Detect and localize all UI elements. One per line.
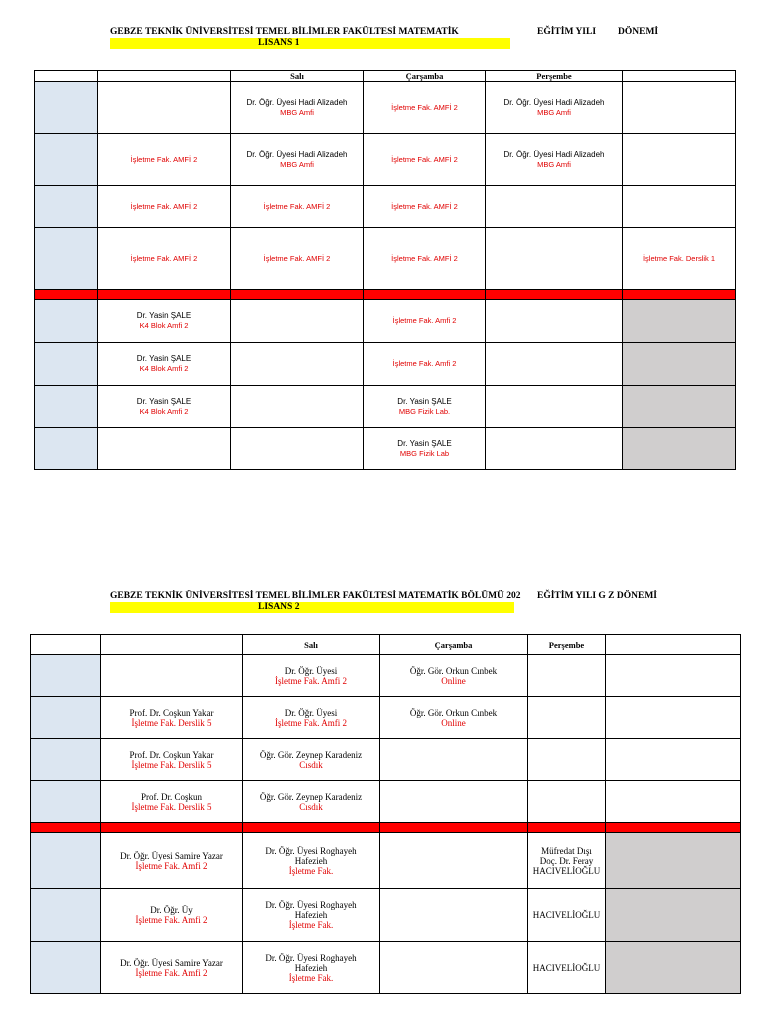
- section2-year-term-label: EĞİTİM YILI G Z DÖNEMİ: [537, 591, 657, 601]
- classroom-label: Cısdık: [299, 801, 323, 812]
- schedule-cell: [606, 942, 741, 994]
- schedule-cell: [380, 655, 528, 697]
- time-slot-cell: [35, 386, 98, 428]
- schedule-cell: [606, 833, 741, 889]
- day-header-sali: Salı: [243, 635, 380, 655]
- schedule-cell: [101, 942, 243, 994]
- schedule-cell: [98, 186, 231, 228]
- classroom-label: İşletme Fak. AMFİ 2: [130, 253, 198, 263]
- schedule-cell: [528, 781, 606, 823]
- table-row: [35, 386, 736, 428]
- instructor-label: Dr. Öğr. Üy: [150, 905, 193, 915]
- instructor-label: Dr. Öğr. Üyesi Roghayeh: [265, 952, 357, 963]
- schedule-cell: [101, 889, 243, 942]
- classroom-label: MBG Amfi: [280, 107, 314, 117]
- schedule-cell: [101, 655, 243, 697]
- schedule-cell: [528, 942, 606, 994]
- classroom-label: MBG Fizik Lab.: [398, 406, 451, 416]
- time-slot-cell: [31, 942, 101, 994]
- day-header: [623, 71, 736, 82]
- schedule-cell: [98, 82, 231, 134]
- table-row: [35, 343, 736, 386]
- table-row: [35, 300, 736, 343]
- instructor-label: Hafezieh: [294, 962, 328, 973]
- instructor-label: Öğr. Gör. Zeynep Karadeniz: [259, 749, 363, 760]
- schedule-cell: [231, 228, 364, 290]
- schedule-cell: [486, 134, 623, 186]
- instructor-label: Dr. Öğr. Üyesi Hadi Alizadeh: [503, 97, 605, 107]
- schedule-cell: [528, 655, 606, 697]
- classroom-label: İşletme Fak. AMFİ 2: [391, 102, 458, 112]
- section2-header: GEBZE TEKNİK ÜNİVERSİTESİ TEMEL BİLİMLER FAKÜLTESİ MATEMATİK BÖLÜMÜ 202: [110, 591, 521, 601]
- day-header-carsamba: Çarşamba: [364, 71, 486, 82]
- classroom-label: İşletme Fak. Amfi 2: [135, 860, 208, 871]
- schedule-cell: [528, 697, 606, 739]
- schedule-cell: [623, 186, 736, 228]
- section1-header: GEBZE TEKNİK ÜNİVERSİTESİ TEMEL BİLİMLER FAKÜLTESİ MATEMATİK: [110, 27, 459, 37]
- classroom-label: İşletme Fak.: [288, 920, 334, 930]
- schedule-cell: [380, 739, 528, 781]
- schedule-cell: [380, 697, 528, 739]
- instructor-label: Öğr. Gör. Orkun Cınbek: [409, 665, 498, 676]
- instructor-label: Dr. Öğr. Üyesi: [284, 707, 338, 718]
- time-slot-cell: [35, 343, 98, 386]
- classroom-label: MBG Amfi: [280, 159, 314, 169]
- schedule-cell: [101, 739, 243, 781]
- classroom-label: İşletme Fak. Amfi 2: [392, 316, 457, 325]
- section1-year-label: EĞİTİM YILI: [537, 27, 597, 37]
- schedule-cell: [231, 134, 364, 186]
- table-row: [35, 228, 736, 290]
- time-slot-cell: [35, 228, 98, 290]
- table-row: [35, 82, 736, 134]
- classroom-label: İşletme Fak. AMFİ 2: [130, 201, 198, 211]
- classroom-label: İşletme Fak. Derslik 1: [642, 253, 716, 263]
- instructor-label: HACIVELİOĞLU: [532, 910, 601, 920]
- schedule-cell: [606, 655, 741, 697]
- schedule-cell: [231, 300, 364, 343]
- instructor-label: Müfredat Dışı: [541, 845, 592, 856]
- classroom-label: İşletme Fak. AMFİ 2: [263, 201, 331, 211]
- classroom-label: İşletme Fak. AMFİ 2: [391, 154, 458, 164]
- schedule-cell: [623, 428, 736, 470]
- schedule-cell: [380, 781, 528, 823]
- schedule-cell: [364, 300, 486, 343]
- instructor-label: Dr. Yasin ŞALE: [397, 438, 452, 448]
- schedule-cell: [243, 833, 380, 889]
- classroom-label: Online: [441, 717, 466, 728]
- schedule-cell: [98, 300, 231, 343]
- day-header: [31, 635, 101, 655]
- instructor-label: Dr. Yasin ŞALE: [136, 354, 192, 363]
- classroom-label: İşletme Fak. Derslik 5: [131, 717, 212, 728]
- schedule-cell: [101, 833, 243, 889]
- day-header-sali: Salı: [231, 71, 364, 82]
- schedule-cell: [623, 134, 736, 186]
- schedule-cell: [364, 228, 486, 290]
- instructor-label: Dr. Öğr. Üyesi Samire Yazar: [120, 957, 223, 968]
- time-slot-cell: [31, 833, 101, 889]
- instructor-label: Dr. Yasin ŞALE: [397, 396, 452, 406]
- schedule-cell: [380, 889, 528, 942]
- schedule-cell: [486, 428, 623, 470]
- schedule-cell: [231, 386, 364, 428]
- schedule-cell: [486, 386, 623, 428]
- classroom-label: İşletme Fak. Amfi 2: [135, 915, 208, 925]
- schedule-cell: [623, 82, 736, 134]
- day-header-persembe: Perşembe: [528, 635, 606, 655]
- schedule-cell: [364, 428, 486, 470]
- section1-schedule-table: [34, 70, 736, 470]
- day-header-carsamba: Çarşamba: [380, 635, 528, 655]
- classroom-label: İşletme Fak. AMFİ 2: [263, 253, 331, 263]
- schedule-cell: [623, 228, 736, 290]
- schedule-cell: [528, 889, 606, 942]
- schedule-cell: [98, 428, 231, 470]
- schedule-cell: [231, 82, 364, 134]
- table-row: [31, 739, 741, 781]
- classroom-label: İşletme Fak. AMFİ 2: [391, 201, 458, 211]
- instructor-label: Dr. Öğr. Üyesi: [284, 665, 338, 676]
- schedule-cell: [98, 228, 231, 290]
- section1-term-label: DÖNEMİ: [618, 27, 659, 37]
- schedule-cell: [606, 889, 741, 942]
- instructor-label: Hafezieh: [294, 910, 328, 920]
- time-slot-cell: [35, 186, 98, 228]
- schedule-cell: [380, 833, 528, 889]
- schedule-cell: [101, 697, 243, 739]
- table-row: [35, 186, 736, 228]
- time-slot-cell: [31, 739, 101, 781]
- instructor-label: HACIVELİOĞLU: [532, 865, 601, 876]
- time-slot-cell: [31, 781, 101, 823]
- schedule-cell: [243, 655, 380, 697]
- schedule-cell: [364, 343, 486, 386]
- day-header: [35, 71, 98, 82]
- section2-schedule-table: [30, 634, 741, 994]
- schedule-cell: [486, 343, 623, 386]
- schedule-cell: [528, 833, 606, 889]
- schedule-cell: [606, 697, 741, 739]
- schedule-cell: [486, 300, 623, 343]
- table-row: [31, 942, 741, 994]
- instructor-label: Hafezieh: [294, 855, 328, 866]
- instructor-label: Öğr. Gör. Orkun Cınbek: [409, 707, 498, 718]
- schedule-cell: [623, 300, 736, 343]
- time-slot-cell: [35, 134, 98, 186]
- time-slot-cell: [35, 428, 98, 470]
- classroom-label: İşletme Fak. Derslik 5: [131, 801, 212, 812]
- schedule-cell: [98, 386, 231, 428]
- schedule-cell: [364, 186, 486, 228]
- classroom-label: İşletme Fak.: [288, 865, 334, 876]
- schedule-cell: [243, 739, 380, 781]
- time-slot-cell: [35, 82, 98, 134]
- instructor-label: Dr. Öğr. Üyesi Hadi Alizadeh: [246, 149, 348, 159]
- instructor-label: Dr. Öğr. Üyesi Hadi Alizadeh: [503, 149, 605, 159]
- instructor-label: Prof. Dr. Coşkun Yakar: [129, 749, 214, 760]
- classroom-label: İşletme Fak. Amfi 2: [275, 675, 347, 686]
- instructor-label: Dr. Öğr. Üyesi Roghayeh: [265, 900, 357, 910]
- schedule-cell: [606, 781, 741, 823]
- schedule-cell: [231, 186, 364, 228]
- schedule-cell: [101, 781, 243, 823]
- time-slot-cell: [35, 300, 98, 343]
- table-row: [31, 833, 741, 889]
- instructor-label: Prof. Dr. Coşkun Yakar: [129, 707, 214, 718]
- instructor-label: Dr. Öğr. Üyesi Samire Yazar: [120, 850, 223, 861]
- time-slot-cell: [31, 697, 101, 739]
- time-slot-cell: [31, 889, 101, 942]
- schedule-cell: [98, 343, 231, 386]
- day-header: [98, 71, 231, 82]
- schedule-cell: [380, 942, 528, 994]
- classroom-label: İşletme Fak. Amfi 2: [392, 359, 457, 368]
- table-row: [31, 781, 741, 823]
- instructor-label: Öğr. Gör. Zeynep Karadeniz: [259, 791, 363, 802]
- table-row: [31, 697, 741, 739]
- schedule-cell: [231, 428, 364, 470]
- classroom-label: Cısdık: [299, 759, 323, 770]
- schedule-cell: [606, 739, 741, 781]
- schedule-cell: [231, 343, 364, 386]
- classroom-label: MBG Fizik Lab: [399, 448, 450, 458]
- instructor-label: Dr. Öğr. Üyesi Hadi Alizadeh: [246, 97, 348, 107]
- schedule-cell: [486, 228, 623, 290]
- schedule-cell: [243, 942, 380, 994]
- classroom-label: İşletme Fak. Derslik 5: [131, 759, 212, 770]
- schedule-cell: [243, 781, 380, 823]
- schedule-cell: [98, 134, 231, 186]
- table-row: [31, 655, 741, 697]
- instructor-label: Dr. Öğr. Üyesi Roghayeh: [265, 845, 357, 856]
- classroom-label: İşletme Fak. Amfi 2: [275, 717, 347, 728]
- classroom-label: İşletme Fak. Amfi 2: [135, 967, 208, 978]
- section2-lisans-label: LISANS 2: [110, 602, 514, 613]
- instructor-label: Prof. Dr. Coşkun: [140, 791, 202, 802]
- schedule-cell: [623, 343, 736, 386]
- schedule-cell: [528, 739, 606, 781]
- classroom-label: Online: [441, 675, 466, 686]
- section1-lisans-label: LISANS 1: [110, 38, 510, 49]
- instructor-label: Dr. Yasin ŞALE: [136, 396, 192, 406]
- instructor-label: HACIVELİOĞLU: [532, 962, 601, 973]
- table-row: [35, 134, 736, 186]
- schedule-cell: [623, 386, 736, 428]
- schedule-cell: [243, 889, 380, 942]
- table-row: [35, 428, 736, 470]
- day-header: [101, 635, 243, 655]
- schedule-cell: [364, 134, 486, 186]
- classroom-label: K4 Blok Amfi 2: [139, 321, 189, 330]
- time-slot-cell: [31, 655, 101, 697]
- day-header-persembe: Perşembe: [486, 71, 623, 82]
- classroom-label: İşletme Fak.: [288, 972, 334, 983]
- classroom-label: MBG Amfi: [537, 107, 571, 117]
- day-header: [606, 635, 741, 655]
- schedule-cell: [486, 82, 623, 134]
- schedule-cell: [486, 186, 623, 228]
- classroom-label: İşletme Fak. AMFİ 2: [130, 154, 198, 164]
- instructor-label: Dr. Yasin ŞALE: [136, 311, 192, 320]
- instructor-label: Doç. Dr. Feray: [539, 855, 594, 866]
- schedule-cell: [243, 697, 380, 739]
- classroom-label: MBG Amfi: [537, 159, 571, 169]
- table-row: [31, 889, 741, 942]
- classroom-label: K4 Blok Amfi 2: [139, 406, 189, 416]
- schedule-cell: [364, 386, 486, 428]
- classroom-label: K4 Blok Amfi 2: [139, 364, 189, 373]
- schedule-cell: [364, 82, 486, 134]
- classroom-label: İşletme Fak. AMFİ 2: [391, 253, 458, 263]
